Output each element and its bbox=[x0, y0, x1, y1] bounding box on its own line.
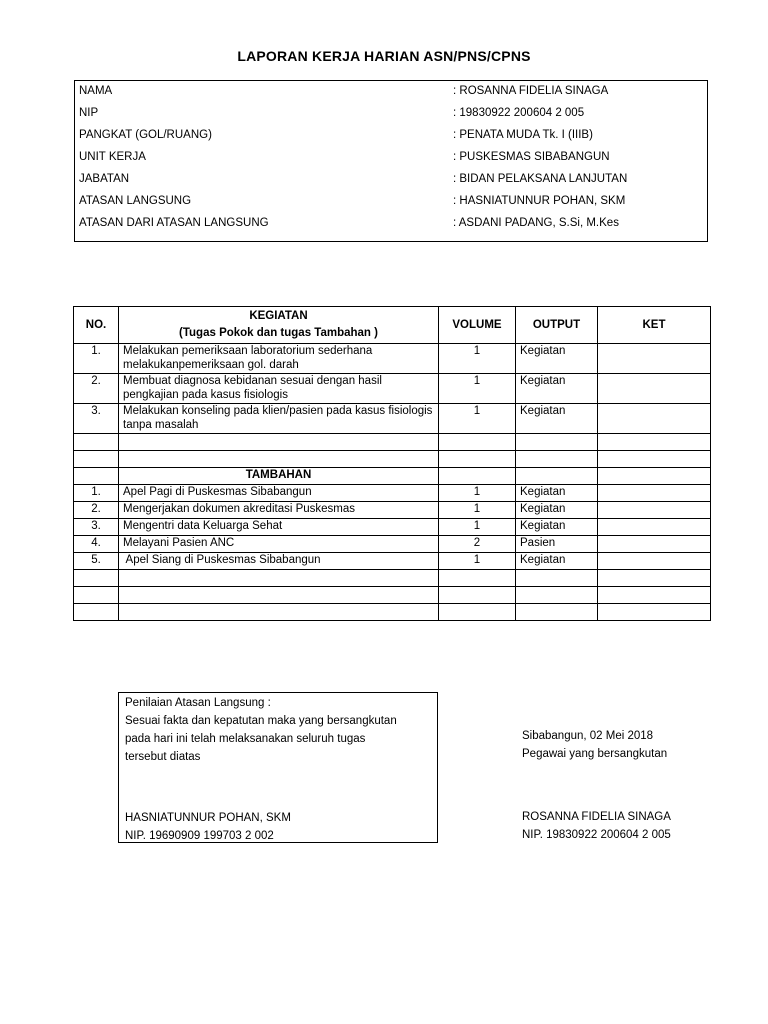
cell-kegiatan: Melakukan pemeriksaan laboratorium sederhana melakukanpemeriksaan gol. darah bbox=[119, 344, 439, 374]
assessment-heading: Penilaian Atasan Langsung : bbox=[125, 697, 271, 709]
header-output: OUTPUT bbox=[516, 307, 598, 344]
activity-table bbox=[73, 306, 711, 621]
empty-row bbox=[74, 570, 711, 587]
cell-no: 2. bbox=[74, 502, 119, 519]
header-volume: VOLUME bbox=[439, 307, 516, 344]
table-row bbox=[74, 519, 711, 536]
empty-cell bbox=[119, 604, 439, 621]
empty-cell bbox=[516, 434, 598, 451]
place-date: Sibabangun, 02 Mei 2018 bbox=[522, 730, 654, 742]
empty-cell bbox=[598, 451, 711, 468]
empty-cell bbox=[119, 451, 439, 468]
table-row bbox=[74, 344, 711, 374]
header-ket: KET bbox=[598, 307, 711, 344]
report-title: LAPORAN KERJA HARIAN ASN/PNS/CPNS bbox=[237, 48, 531, 64]
cell-output: Kegiatan bbox=[516, 344, 598, 374]
tambahan-label: TAMBAHAN bbox=[119, 468, 439, 485]
empty-cell bbox=[598, 434, 711, 451]
cell-volume: 1 bbox=[439, 344, 516, 374]
table-header-row bbox=[74, 307, 711, 344]
header-kegiatan-line1: KEGIATAN bbox=[249, 310, 308, 322]
cell-ket bbox=[598, 404, 711, 434]
cell-output: Kegiatan bbox=[516, 374, 598, 404]
cell-kegiatan: Apel Pagi di Puskesmas Sibabangun bbox=[119, 485, 439, 502]
info-value: : BIDAN PELAKSANA LANJUTAN bbox=[453, 173, 628, 185]
empty-row bbox=[74, 604, 711, 621]
info-value: : ASDANI PADANG, S.Si, M.Kes bbox=[453, 217, 619, 229]
empty-cell bbox=[598, 604, 711, 621]
info-label: NAMA bbox=[79, 85, 113, 97]
empty-cell bbox=[74, 570, 119, 587]
cell-output: Kegiatan bbox=[516, 502, 598, 519]
cell-no: 4. bbox=[74, 536, 119, 553]
empty-row bbox=[74, 451, 711, 468]
cell-output: Kegiatan bbox=[516, 519, 598, 536]
info-value: : HASNIATUNNUR POHAN, SKM bbox=[453, 195, 626, 207]
cell-no: 1. bbox=[74, 485, 119, 502]
cell-output: Kegiatan bbox=[516, 404, 598, 434]
assessment-line-1: Sesuai fakta dan kepatutan maka yang bersangkutan bbox=[125, 715, 397, 727]
empty-cell bbox=[439, 434, 516, 451]
supervisor-nip: NIP. 19690909 199703 2 002 bbox=[125, 830, 274, 842]
empty-cell bbox=[119, 434, 439, 451]
employee-role: Pegawai yang bersangkutan bbox=[522, 748, 668, 760]
empty-cell bbox=[439, 570, 516, 587]
cell-no: 5. bbox=[74, 553, 119, 570]
employee-nip: NIP. 19830922 200604 2 005 bbox=[522, 829, 671, 841]
empty-cell bbox=[516, 604, 598, 621]
cell-volume: 1 bbox=[439, 404, 516, 434]
empty-cell bbox=[74, 587, 119, 604]
empty-cell bbox=[74, 604, 119, 621]
table-row bbox=[74, 502, 711, 519]
cell-kegiatan: Membuat diagnosa kebidanan sesuai dengan hasil pengkajian pada kasus fisiologis bbox=[119, 374, 439, 404]
cell-no: 3. bbox=[74, 404, 119, 434]
info-value: : PENATA MUDA Tk. I (IIIB) bbox=[453, 129, 593, 141]
cell-output: Pasien bbox=[516, 536, 598, 553]
cell-ket bbox=[598, 344, 711, 374]
empty-cell bbox=[74, 451, 119, 468]
table-row bbox=[74, 553, 711, 570]
cell-volume: 1 bbox=[439, 553, 516, 570]
supervisor-assessment-box bbox=[118, 692, 438, 843]
cell-kegiatan: Melayani Pasien ANC bbox=[119, 536, 439, 553]
cell-volume: 1 bbox=[439, 502, 516, 519]
cell-output: Kegiatan bbox=[516, 485, 598, 502]
info-label: JABATAN bbox=[79, 173, 130, 185]
header-no: NO. bbox=[74, 307, 119, 344]
header-kegiatan-line2: (Tugas Pokok dan tugas Tambahan ) bbox=[179, 327, 378, 339]
cell-no: 1. bbox=[74, 344, 119, 374]
empty-cell bbox=[516, 468, 598, 485]
empty-cell bbox=[439, 587, 516, 604]
empty-row bbox=[74, 434, 711, 451]
empty-cell bbox=[119, 587, 439, 604]
header-kegiatan bbox=[119, 307, 439, 344]
cell-kegiatan: Apel Siang di Puskesmas Sibabangun bbox=[119, 553, 439, 570]
assessment-line-3: tersebut diatas bbox=[125, 751, 201, 763]
info-value: : 19830922 200604 2 005 bbox=[453, 107, 585, 119]
cell-ket bbox=[598, 485, 711, 502]
assessment-line-2: pada hari ini telah melaksanakan seluruh tugas bbox=[125, 733, 366, 745]
info-label: UNIT KERJA bbox=[79, 151, 146, 163]
cell-kegiatan: Mengerjakan dokumen akreditasi Puskesmas bbox=[119, 502, 439, 519]
cell-volume: 1 bbox=[439, 485, 516, 502]
info-label: ATASAN LANGSUNG bbox=[79, 195, 192, 207]
empty-cell bbox=[516, 451, 598, 468]
cell-volume: 2 bbox=[439, 536, 516, 553]
empty-cell bbox=[74, 468, 119, 485]
empty-cell bbox=[439, 451, 516, 468]
info-value: : ROSANNA FIDELIA SINAGA bbox=[453, 85, 609, 97]
empty-cell bbox=[119, 570, 439, 587]
empty-cell bbox=[439, 604, 516, 621]
empty-cell bbox=[516, 570, 598, 587]
tambahan-row bbox=[74, 468, 711, 485]
empty-cell bbox=[516, 587, 598, 604]
cell-volume: 1 bbox=[439, 519, 516, 536]
empty-cell bbox=[439, 468, 516, 485]
cell-ket bbox=[598, 519, 711, 536]
empty-cell bbox=[598, 468, 711, 485]
info-label: ATASAN DARI ATASAN LANGSUNG bbox=[79, 217, 269, 229]
cell-kegiatan: Mengentri data Keluarga Sehat bbox=[119, 519, 439, 536]
info-label: PANGKAT (GOL/RUANG) bbox=[79, 129, 212, 141]
employee-info-box bbox=[74, 80, 708, 242]
empty-cell bbox=[598, 587, 711, 604]
table-row bbox=[74, 485, 711, 502]
table-row bbox=[74, 536, 711, 553]
cell-ket bbox=[598, 536, 711, 553]
empty-cell bbox=[598, 570, 711, 587]
cell-no: 2. bbox=[74, 374, 119, 404]
empty-cell bbox=[74, 434, 119, 451]
supervisor-name: HASNIATUNNUR POHAN, SKM bbox=[125, 812, 291, 824]
table-row bbox=[74, 374, 711, 404]
cell-ket bbox=[598, 553, 711, 570]
employee-name: ROSANNA FIDELIA SINAGA bbox=[522, 811, 671, 823]
cell-kegiatan: Melakukan konseling pada klien/pasien pada kasus fisiologis tanpa masalah bbox=[119, 404, 439, 434]
cell-output: Kegiatan bbox=[516, 553, 598, 570]
cell-ket bbox=[598, 374, 711, 404]
cell-no: 3. bbox=[74, 519, 119, 536]
cell-volume: 1 bbox=[439, 374, 516, 404]
info-value: : PUSKESMAS SIBABANGUN bbox=[453, 151, 610, 163]
info-label: NIP bbox=[79, 107, 99, 119]
empty-row bbox=[74, 587, 711, 604]
cell-ket bbox=[598, 502, 711, 519]
table-row bbox=[74, 404, 711, 434]
